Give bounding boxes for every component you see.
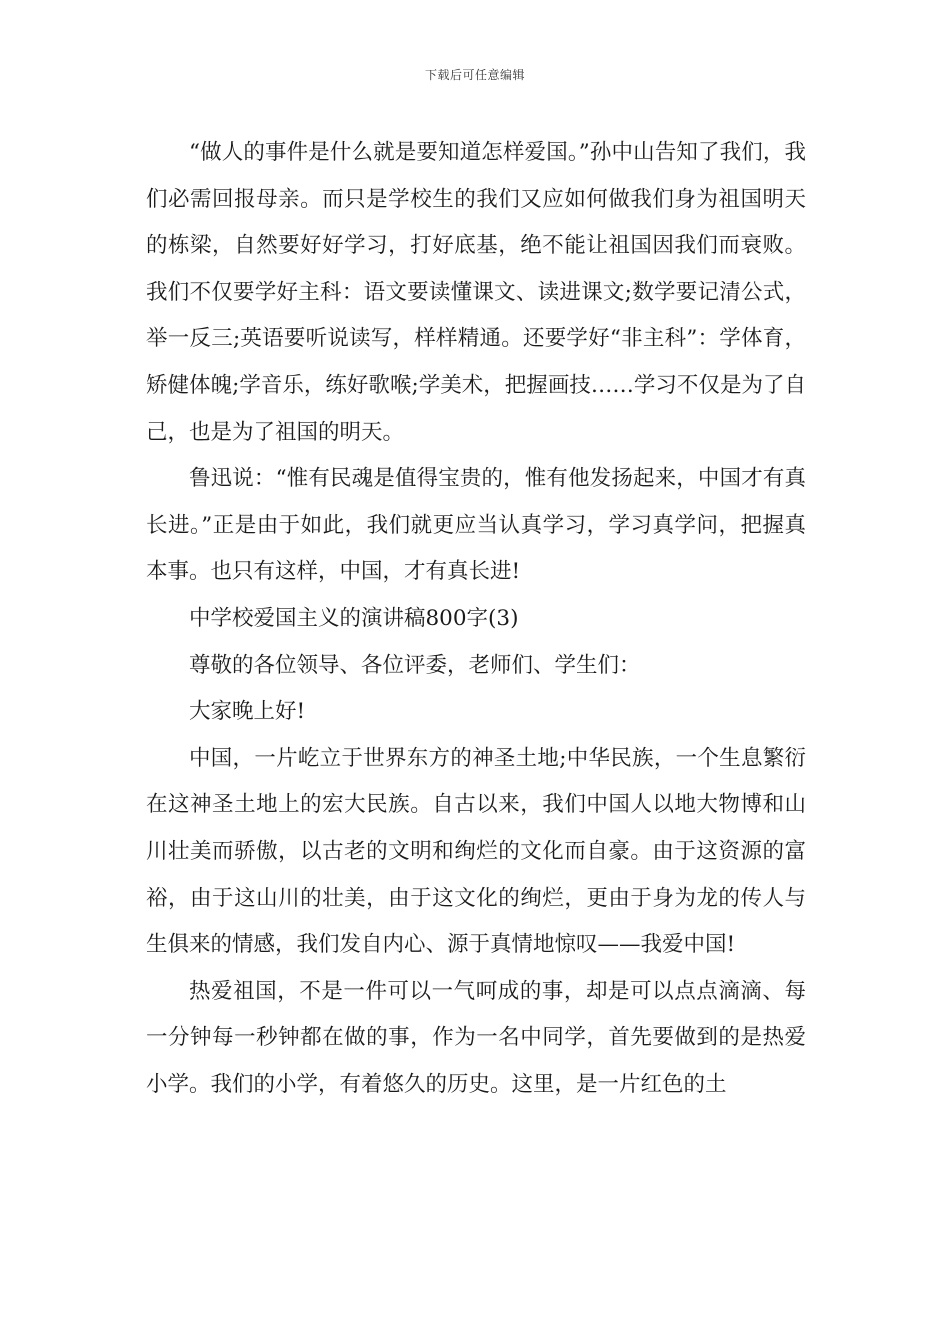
salutation: 尊敬的各位领导、各位评委，老师们、学生们： (189, 652, 641, 678)
page-header: 下载后可任意编辑 (424, 68, 525, 82)
paragraph-china-intro: 中国，一片屹立于世界东方的神圣土地;中华民族，一个生息繁衍在这神圣土地上的宏大民族。自古以来，我们中国人以地大物博和山川壮美而骄傲，以古老的文明和绚烂的文化而自豪。由于这资源的富裕，由于这山川的壮美，由于这文化的绚烂，更由于身为龙的传人与生俱来的情感，我们发自内心、源于真情地惊叹——我爱中国! (146, 745, 806, 958)
paragraph-patriotism-sun-yat-sen: “做人的事件是什么就是要知道怎样爱国。”孙中山告知了我们，我们必需回报母亲。而只是学校生的我们又应如何做我们身为祖国明天的栋梁，自然要好好学习，打好底基，绝不能让祖国因我们而衰败。我们不仅要学好主科：语文要读懂课文、读进课文;数学要记清公式，举一反三;英语要听说读写，样样精通。还要学好“非主科”：学体育，矫健体魄;学音乐，练好歌喉;学美术，把握画技……学习不仅是为了自己，也是为了祖国的明天。 (146, 140, 806, 445)
document-body (146, 130, 806, 1108)
paragraph-love-school: 热爱祖国，不是一件可以一气呵成的事，却是可以点点滴滴、每一分钟每一秒钟都在做的事，作为一名中同学，首先要做到的是热爱小学。我们的小学，有着悠久的历史。这里，是一片红色的土 (146, 978, 806, 1097)
greeting: 大家晚上好! (189, 699, 306, 725)
section-title: 中学校爱国主义的演讲稿800字(3) (189, 605, 519, 631)
paragraph-lu-xun-quote: 鲁迅说：“惟有民魂是值得宝贵的，惟有他发扬起来，中国才有真长进。”正是由于如此，我们就更应当认真学习，学习真学问，把握真本事。也只有这样，中国，才有真长进! (146, 466, 806, 585)
